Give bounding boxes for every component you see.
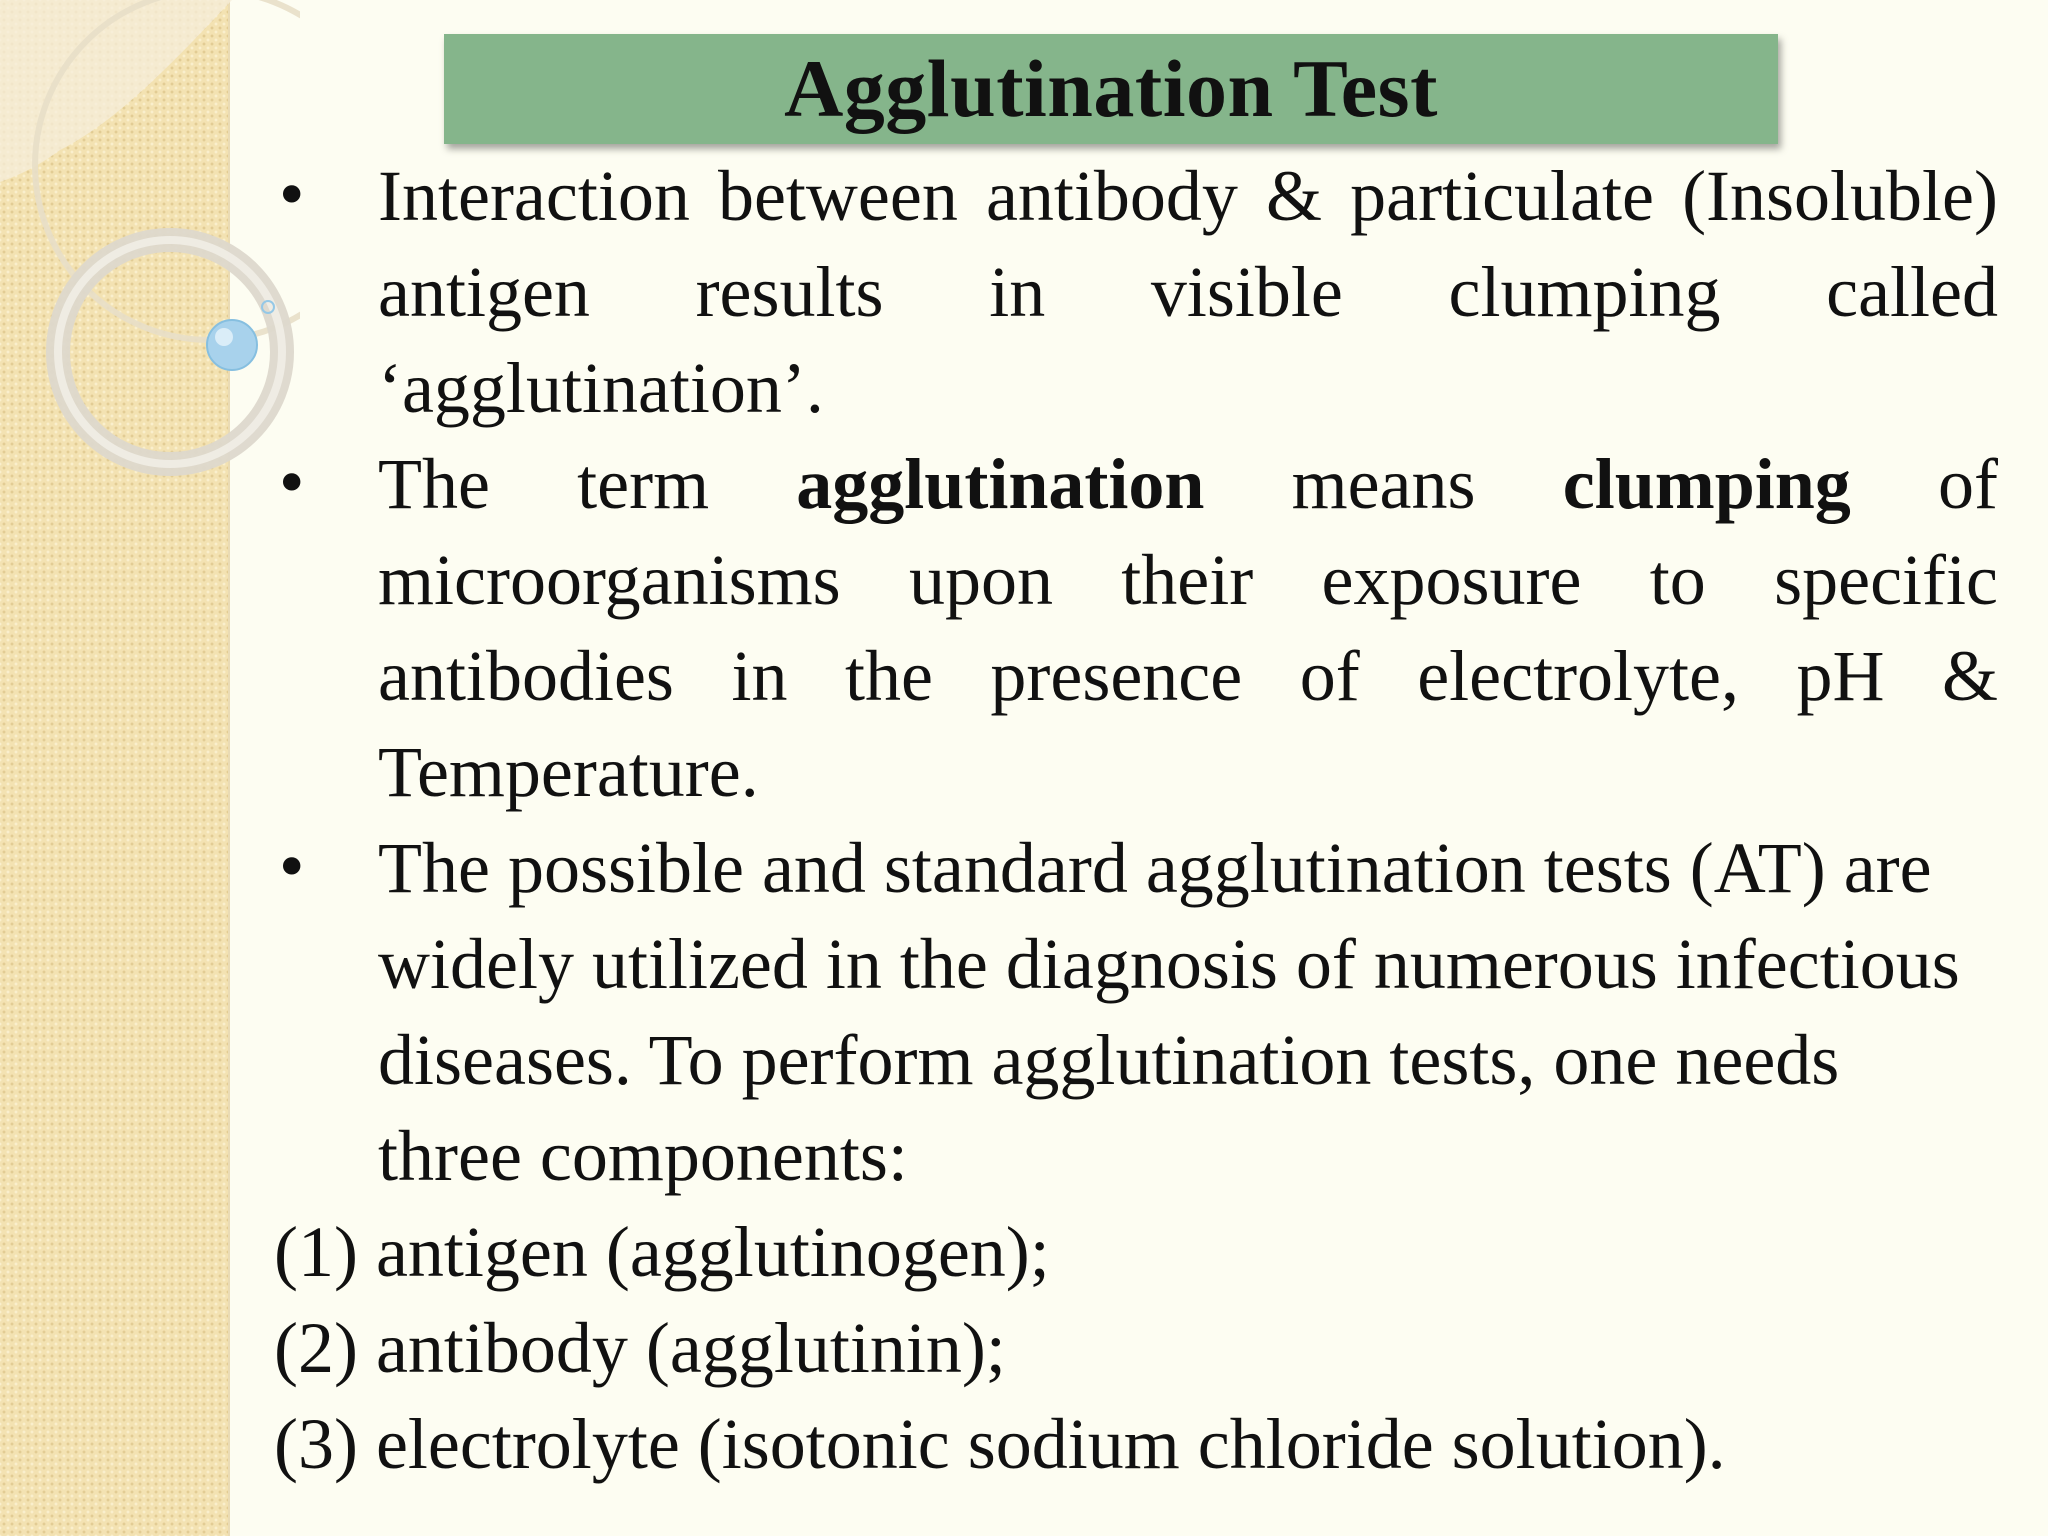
slide-content xyxy=(274,148,1998,1492)
bullet-item xyxy=(274,436,1998,820)
blue-bubble-highlight xyxy=(215,328,233,346)
bullet-item xyxy=(274,148,1998,436)
component-list xyxy=(274,1204,1998,1492)
bold-term: agglutination xyxy=(796,444,1205,524)
text-segment: Interaction between antibody & particulate (Insoluble) antigen results in visible clumping called ‘agglutination’. xyxy=(378,156,1998,428)
decorative-circles xyxy=(0,0,300,520)
bold-term: clumping xyxy=(1562,444,1851,524)
text-segment: means xyxy=(1204,444,1563,524)
bullet-text xyxy=(378,444,1998,812)
bullet-text xyxy=(378,828,1960,1196)
component-item: (3) electrolyte (isotonic sodium chloride solution). xyxy=(274,1404,1726,1484)
bullet-text xyxy=(378,156,1998,428)
slide-title: Agglutination Test xyxy=(784,43,1438,134)
bullet-marker: • xyxy=(274,161,310,231)
text-segment: The term xyxy=(378,444,797,524)
slide-title-bar xyxy=(444,34,1778,144)
component-item: (2) antibody (agglutinin); xyxy=(274,1308,1006,1388)
component-item: (1) antigen (agglutinogen); xyxy=(274,1212,1050,1292)
bullet-item xyxy=(274,820,1998,1204)
bullet-list xyxy=(274,148,1998,1204)
blue-bubble xyxy=(207,320,257,370)
text-segment: The possible and standard agglutination tests (AT) are widely utilized in the diagnosis of numerous infectious diseases. To perform agglutination tests, one needs three components: xyxy=(378,828,1960,1196)
text-segment: of microorganisms upon their exposure to specific antibodies in the presence of electrolyte, pH & Temperature. xyxy=(378,444,1998,812)
bullet-marker: • xyxy=(274,833,310,903)
bullet-marker: • xyxy=(274,449,310,519)
